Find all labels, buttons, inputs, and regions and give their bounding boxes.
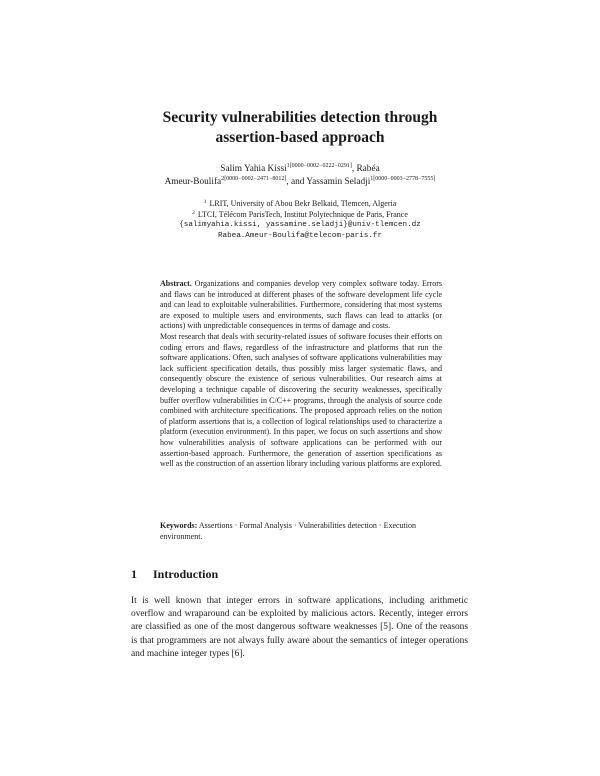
author-3-orcid: 1[0000−0003−2778−7555]: [370, 175, 436, 182]
keywords-label: Keywords:: [160, 521, 198, 530]
author-separator-1: , Rabéa: [351, 164, 380, 174]
author-1-orcid: 1[0000−0002−0222−0291]: [286, 163, 352, 169]
abstract-paragraph-2: Most research that deals with security-related issues of software focuses their efforts on coding errors and flaws, regardless of the infrastructure and platforms that run the software applications. Often, such analyses of software applications vulnerabilities may lack sufficient specification details, thus possibly miss larger systematic flaws, and consequently obscure the existence of serious vulnerabilities. Our research aims at developing a technique capable of discovering the security weaknesses, specifically buffer overflow vulnerabilities in C/C++ programs, through the analysis of source code combined with architecture specifications. The proposed approach relies on the notion of platform assertions that is, a collection of logical relationships used to characterize a platform (execution environment). In this paper, we focus on such assertions and show how vulnerabilities analysis of software applications can be performed with our assertion-based approach. Furthermore, the generation of assertion specifications as well as the construction of an assertion library including various platforms are explored.: [160, 331, 442, 469]
title-line-2: assertion-based approach: [215, 129, 385, 146]
paper-title: [0, 108, 600, 148]
author-line-2: [0, 176, 600, 189]
email-line-1: {salimyahia.kissi, yassamine.seladji}@univ-tlemcen.dz: [179, 221, 421, 229]
section-heading-introduction: [131, 567, 218, 582]
affiliation-1: [0, 198, 600, 209]
author-name-2: Ameur-Boulifa: [164, 176, 222, 187]
section-title: Introduction: [153, 567, 219, 581]
abstract-label: Abstract.: [160, 279, 192, 288]
email-line-2: Rabea.Ameur-Boulifa@telecom-paris.fr: [217, 232, 383, 240]
abstract: [160, 279, 442, 470]
author-separator-2: , and Yassamin Seladji: [286, 176, 371, 187]
author-name-1: Salim Yahia Kissi: [220, 164, 287, 174]
abstract-paragraph-1: [160, 279, 442, 332]
keywords-text: Assertions · Formal Analysis · Vulnerabilities detection · Execution environment.: [160, 521, 416, 541]
author-2-orcid: 2[0000−0002−2471−8012]: [221, 175, 287, 182]
affiliation-1-number: 1: [203, 199, 207, 205]
affiliation-2: [0, 209, 600, 220]
introduction-body: [131, 595, 468, 661]
section-number: 1: [131, 567, 137, 581]
author-list: [0, 163, 600, 188]
affiliations: [0, 198, 600, 242]
abstract-text-1: Organizations and companies develop very complex software today. Errors and flaws can be introduced at different phases of the software development life cycle and can lead to exploitable vulnerabilities. Furthermore, considering that most systems are exposed to multiple users and environments, such flaws can lead to attacks (or actions) with unpredictable consequences in terms of damage and costs.: [160, 279, 442, 331]
affiliation-2-text: LTCI, Télécom ParisTech, Institut Polytechnique de Paris, France: [197, 210, 408, 219]
affiliation-2-number: 2: [192, 210, 195, 216]
title-line-1: Security vulnerabilities detection through: [162, 109, 438, 126]
keywords: [160, 521, 442, 542]
introduction-paragraph-1: It is well known that integer errors in software applications, including arithmetic overflow and wraparound can be exploited by malicious actors. Recently, integer errors are classified as one of the most dangerous software weaknesses [5]. One of the reasons is that programmers are not always fully aware about the semantics of integer operations and machine integer types [6].: [131, 596, 468, 659]
affiliation-1-text: LRIT, University of Abou Bekr Belkaid, Tlemcen, Algeria: [209, 199, 397, 208]
author-line-1: [0, 163, 600, 176]
